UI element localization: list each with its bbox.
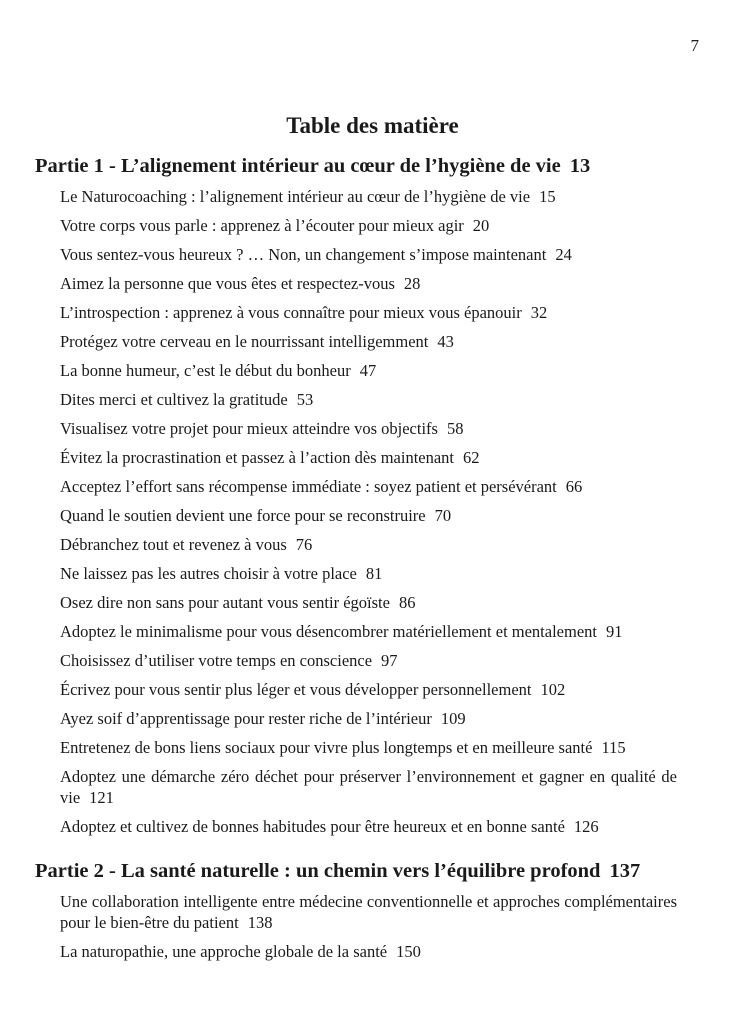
toc-entry: [60, 327, 677, 356]
entry-page-number: 58: [446, 419, 464, 438]
entry-page-number: 126: [573, 817, 599, 836]
toc-entry: [60, 530, 677, 559]
toc-entry: [60, 733, 677, 762]
entry-page-number: 115: [601, 738, 626, 757]
toc-entry: [60, 211, 677, 240]
toc-entry: [60, 501, 677, 530]
table-of-contents: [35, 152, 677, 966]
entry-title: Le Naturocoaching : l’alignement intérieur au cœur de l’hygiène de vie: [60, 187, 531, 206]
toc-entry: [60, 240, 677, 269]
entry-page-number: 28: [403, 274, 421, 293]
toc-entry: [60, 443, 677, 472]
part-heading: [35, 857, 677, 885]
entry-page-number: 138: [247, 913, 273, 932]
entry-title: Évitez la procrastination et passez à l’action dès maintenant: [60, 448, 455, 467]
page-number: 7: [690, 36, 699, 55]
toc-entry: [60, 385, 677, 414]
entry-page-number: 109: [440, 709, 466, 728]
entry-page-number: 97: [381, 651, 398, 670]
entry-page-number: 20: [472, 216, 490, 235]
entry-page-number: 70: [434, 506, 452, 525]
part-heading: [35, 152, 677, 180]
toc-entry: [60, 588, 677, 617]
entry-page-number: 15: [539, 187, 556, 206]
entry-page-number: 47: [359, 361, 377, 380]
entry-page-number: 121: [89, 788, 114, 807]
entry-title: Votre corps vous parle : apprenez à l’écouter pour mieux agir: [60, 216, 464, 235]
entry-title: Quand le soutien devient une force pour se reconstruire: [60, 506, 426, 525]
toc-title: Table des matière: [286, 113, 459, 138]
entry-title: Acceptez l’effort sans récompense immédiate : soyez patient et persévérant: [60, 477, 557, 496]
entry-title: Osez dire non sans pour autant vous sentir égoïste: [60, 593, 390, 612]
part-title: Partie 1 - L’alignement intérieur au cœur de l’hygiène de vie: [35, 155, 561, 177]
toc-entry: [60, 559, 677, 588]
toc-entry: [60, 704, 677, 733]
entry-page-number: 43: [437, 332, 454, 351]
entry-title: Ayez soif d’apprentissage pour rester riche de l’intérieur: [60, 709, 432, 728]
toc-entry: [60, 269, 677, 298]
entry-page-number: 76: [295, 535, 313, 554]
part-2: [35, 857, 677, 966]
entry-title: Adoptez et cultivez de bonnes habitudes pour être heureux et en bonne santé: [60, 817, 565, 836]
part-title: Partie 2 - La santé naturelle : un chemin vers l’équilibre profond: [35, 860, 601, 882]
entry-title: La naturopathie, une approche globale de la santé: [60, 942, 388, 961]
entry-title: Adoptez une démarche zéro déchet pour préserver l’environnement et gagner en qualité de vie: [60, 767, 677, 807]
part-1-entries: [35, 182, 677, 841]
entry-page-number: 32: [530, 303, 548, 322]
entry-title: Écrivez pour vous sentir plus léger et vous développer personnellement: [60, 680, 532, 699]
toc-entry: [60, 472, 677, 501]
part-1: [35, 152, 677, 841]
entry-title: Ne laissez pas les autres choisir à votre place: [60, 564, 357, 583]
part-page-number: 137: [609, 860, 641, 882]
entry-title: La bonne humeur, c’est le début du bonheur: [60, 361, 351, 380]
toc-entry: [60, 298, 677, 327]
entry-page-number: 150: [396, 942, 421, 961]
entry-title: L’introspection : apprenez à vous connaître pour mieux vous épanouir: [60, 303, 522, 322]
entry-page-number: 102: [540, 680, 566, 699]
entry-title: Dites merci et cultivez la gratitude: [60, 390, 288, 409]
toc-entry: [60, 675, 677, 704]
toc-entry: [60, 414, 677, 443]
entry-title: Choisissez d’utiliser votre temps en conscience: [60, 651, 373, 670]
entry-page-number: 66: [565, 477, 583, 496]
entry-title: Une collaboration intelligente entre médecine conventionnelle et approches complémentaires pour le bien-être du patient: [60, 892, 677, 932]
entry-page-number: 24: [555, 245, 572, 264]
toc-entry: [60, 617, 677, 646]
entry-page-number: 62: [463, 448, 480, 467]
entry-title: Visualisez votre projet pour mieux atteindre vos objectifs: [60, 419, 438, 438]
toc-entry: [60, 937, 677, 966]
entry-title: Vous sentez-vous heureux ? … Non, un changement s’impose maintenant: [60, 245, 547, 264]
entry-page-number: 86: [398, 593, 416, 612]
toc-entry: [60, 356, 677, 385]
entry-title: Entretenez de bons liens sociaux pour vivre plus longtemps et en meilleure santé: [60, 738, 593, 757]
part-2-entries: [35, 887, 677, 966]
entry-page-number: 91: [606, 622, 623, 641]
entry-title: Protégez votre cerveau en le nourrissant intelligemment: [60, 332, 429, 351]
entry-page-number: 53: [296, 390, 314, 409]
toc-entry: [60, 812, 677, 841]
toc-entry: [60, 646, 677, 675]
part-page-number: 13: [569, 155, 591, 177]
toc-entry: [60, 762, 677, 812]
entry-title: Adoptez le minimalisme pour vous désencombrer matériellement et mentalement: [60, 622, 597, 641]
toc-entry: [60, 182, 677, 211]
entry-title: Aimez la personne que vous êtes et respectez-vous: [60, 274, 395, 293]
entry-page-number: 81: [365, 564, 383, 583]
toc-entry: [60, 887, 677, 937]
entry-title: Débranchez tout et revenez à vous: [60, 535, 287, 554]
